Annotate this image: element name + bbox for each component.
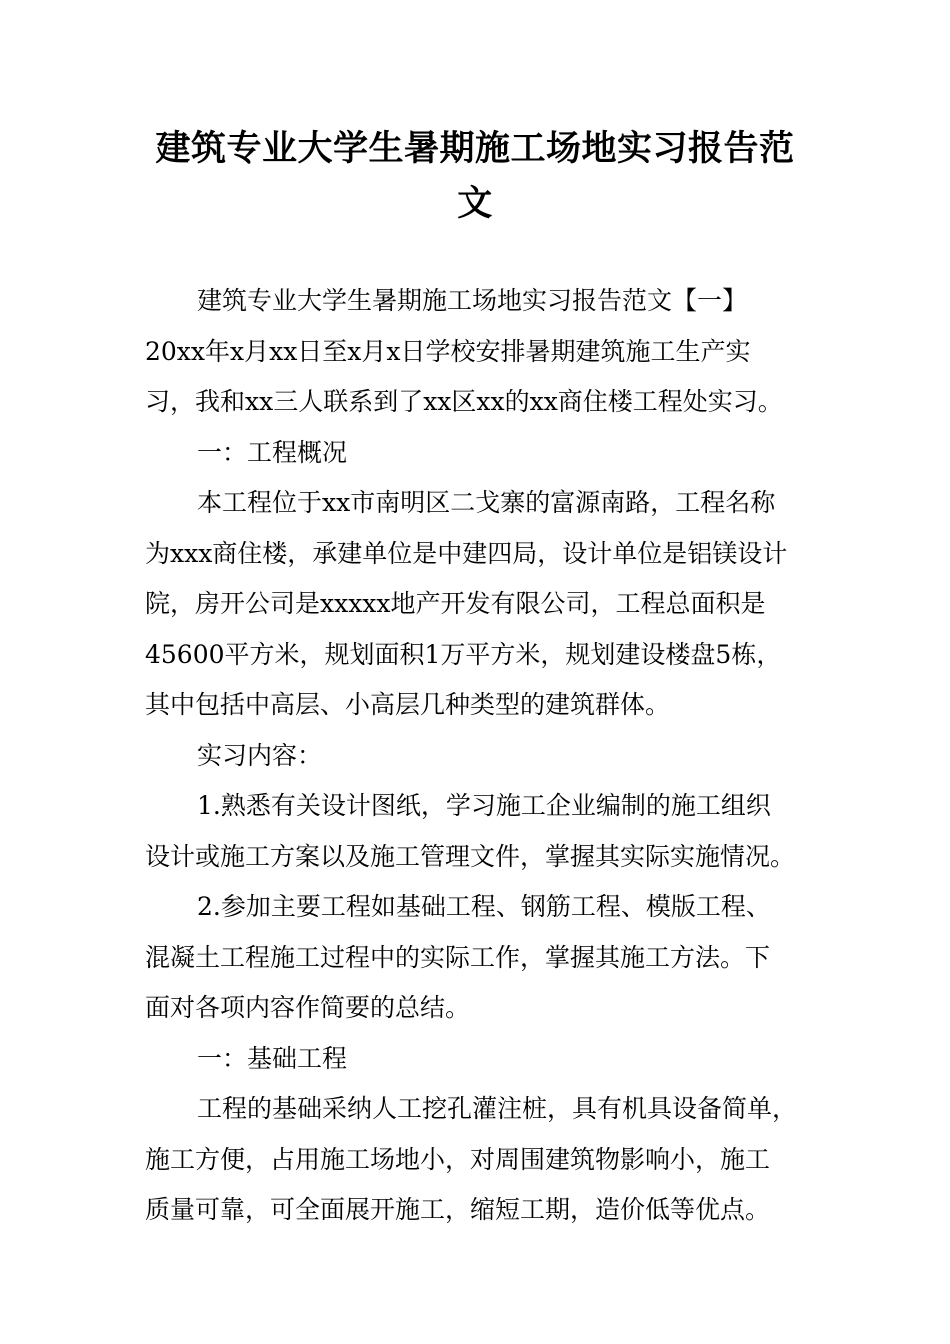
paragraph-report-heading — [145, 276, 810, 327]
text-line: 实习内容： — [197, 740, 323, 770]
list-item-1 — [145, 781, 810, 882]
paragraph-project-overview — [145, 478, 810, 731]
text-line: 其中包括中高层、小高层几种类型的建筑群体。 — [145, 690, 671, 719]
text-line: 质量可靠，可全面展开施工，缩短工期，造价低等优点。 — [145, 1195, 771, 1224]
text-line: 工程的基础采纳人工挖孔灌注桩，具有机具设备简单， — [197, 1094, 798, 1123]
section-heading-project-overview — [145, 428, 810, 479]
text-line: 45600平方米，规划面积1万平方米，规划建设楼盘5栋， — [145, 639, 782, 669]
text-line: 设计或施工方案以及施工管理文件，掌握其实际实施情况。 — [145, 841, 796, 871]
text-line: 院，房开公司是xxxxx地产开发有限公司，工程总面积是 — [145, 589, 766, 618]
document-body — [145, 276, 810, 1236]
section-heading-internship-content — [145, 731, 810, 782]
text-line: 20xx年x月xx日至x月x日学校安排暑期建筑施工生产实 — [145, 336, 751, 366]
title-line: 文 — [457, 184, 493, 224]
text-line: 2.参加主要工程如基础工程、钢筋工程、模版工程、 — [197, 892, 771, 921]
title-line: 建筑专业大学生暑期施工场地实习报告范 — [155, 129, 795, 169]
text-line: 一：工程概况 — [197, 437, 348, 467]
text-line: 一：基础工程 — [197, 1043, 348, 1073]
text-line: 本工程位于xx市南明区二戈寨的富源南路，工程名称 — [197, 488, 776, 517]
text-line: 1.熟悉有关设计图纸，学习施工企业编制的施工组织 — [197, 791, 771, 820]
document-title — [150, 122, 800, 232]
paragraph-foundation — [145, 1084, 810, 1236]
list-item-2 — [145, 882, 810, 1034]
text-line: 建筑专业大学生暑期施工场地实习报告范文【一】 — [197, 286, 748, 315]
paragraph-intro — [145, 327, 810, 428]
text-line: 施工方便，占用施工场地小，对周围建筑物影响小，施工 — [145, 1144, 771, 1174]
text-line: 为xxx商住楼，承建单位是中建四局，设计单位是铝镁设计 — [145, 538, 788, 568]
text-line: 习，我和xx三人联系到了xx区xx的xx商住楼工程处实习。 — [145, 387, 783, 416]
section-heading-foundation — [145, 1034, 810, 1085]
text-line: 混凝土工程施工过程中的实际工作，掌握其施工方法。下 — [145, 942, 771, 972]
text-line: 面对各项内容作简要的总结。 — [145, 993, 471, 1022]
